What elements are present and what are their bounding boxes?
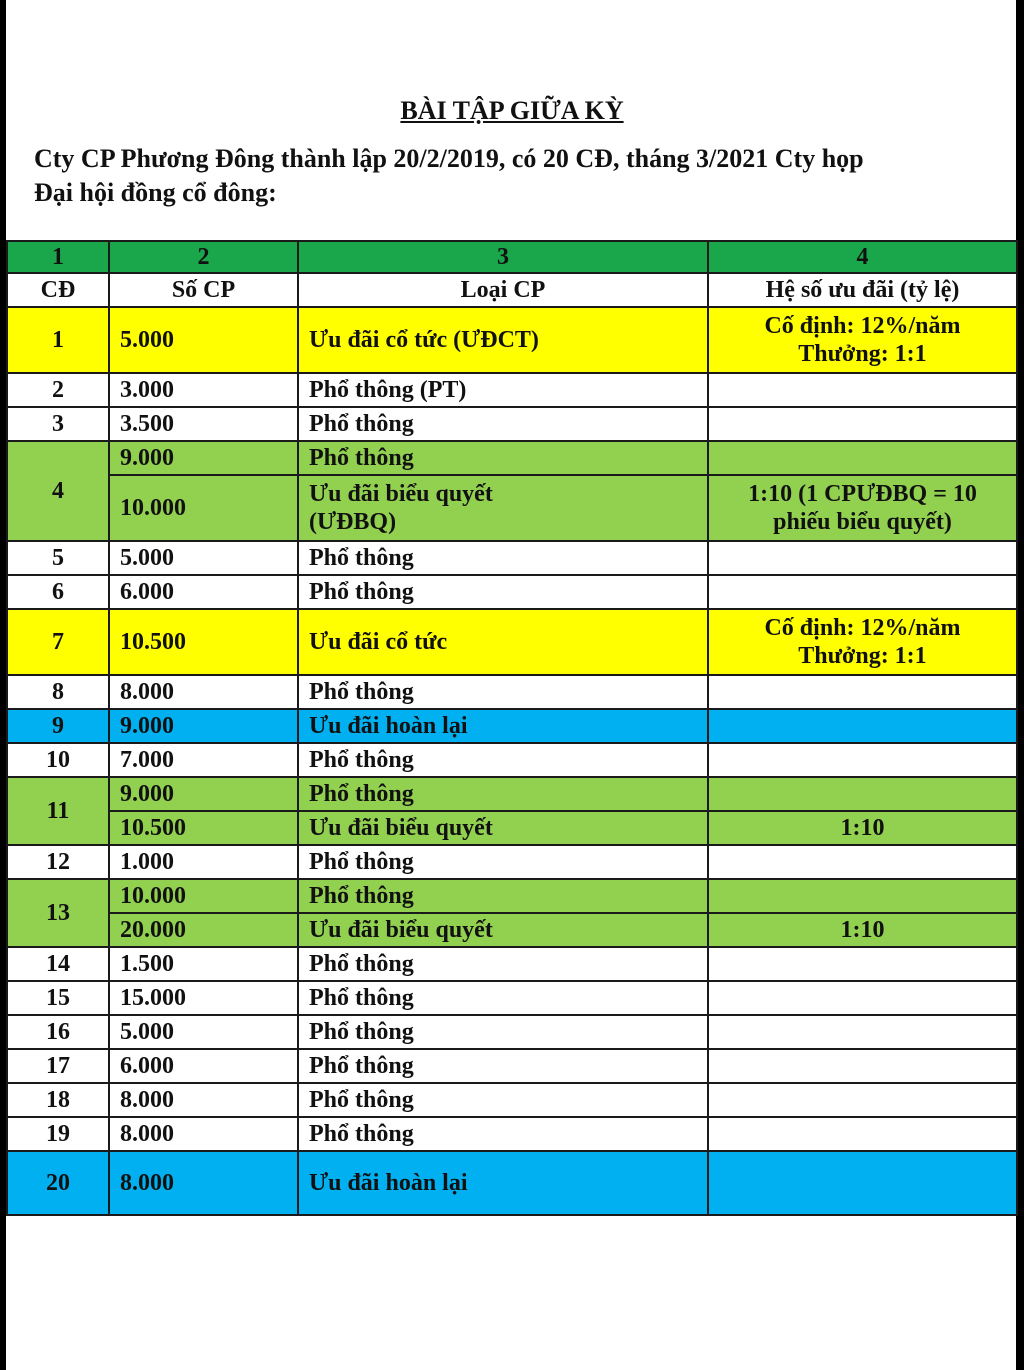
column-number: 1 <box>7 241 109 273</box>
column-number-row <box>7 241 1017 273</box>
share-count: 8.000 <box>109 675 298 709</box>
ratio-line: Thưởng: 1:1 <box>798 643 927 669</box>
shareholder-id: 20 <box>7 1151 109 1215</box>
share-type: Ưu đãi hoàn lại <box>298 1151 708 1215</box>
share-count: 7.000 <box>109 743 298 777</box>
share-type: Phổ thông <box>298 575 708 609</box>
share-type: Phổ thông <box>298 407 708 441</box>
share-count: 20.000 <box>109 913 298 947</box>
table-row <box>7 475 1017 541</box>
preference-ratio <box>708 1151 1017 1215</box>
shareholder-id: 12 <box>7 845 109 879</box>
preference-ratio <box>708 947 1017 981</box>
shareholder-id: 11 <box>7 777 109 845</box>
shareholder-id: 16 <box>7 1015 109 1049</box>
share-count: 9.000 <box>109 777 298 811</box>
share-count: 1.000 <box>109 845 298 879</box>
share-type: Phổ thông <box>298 441 708 475</box>
share-type: Ưu đãi biểu quyết <box>298 913 708 947</box>
share-type: Phổ thông <box>298 845 708 879</box>
share-count: 8.000 <box>109 1151 298 1215</box>
preference-ratio <box>708 845 1017 879</box>
table-row <box>7 1151 1017 1215</box>
table-row <box>7 575 1017 609</box>
ratio-line: Cố định: 12%/năm <box>764 313 961 339</box>
table-row <box>7 913 1017 947</box>
preference-ratio <box>708 441 1017 475</box>
share-count: 6.000 <box>109 1049 298 1083</box>
table-row <box>7 441 1017 475</box>
shareholder-id: 1 <box>7 307 109 373</box>
ratio-line: 1:10 (1 CPƯĐBQ = 10 <box>748 481 977 507</box>
share-count: 5.000 <box>109 1015 298 1049</box>
shareholder-id: 4 <box>7 441 109 541</box>
share-count: 9.000 <box>109 441 298 475</box>
share-count: 1.500 <box>109 947 298 981</box>
shareholder-id: 2 <box>7 373 109 407</box>
shareholder-id: 17 <box>7 1049 109 1083</box>
share-type: Phổ thông <box>298 1015 708 1049</box>
table-row <box>7 1015 1017 1049</box>
preference-ratio <box>708 1015 1017 1049</box>
ratio-line: Thưởng: 1:1 <box>798 341 927 367</box>
shareholder-id: 15 <box>7 981 109 1015</box>
preference-ratio <box>708 575 1017 609</box>
column-number: 2 <box>109 241 298 273</box>
shareholder-id: 10 <box>7 743 109 777</box>
share-type: Phổ thông <box>298 541 708 575</box>
table-row <box>7 709 1017 743</box>
table-row <box>7 675 1017 709</box>
share-count: 5.000 <box>109 541 298 575</box>
share-type-line: Ưu đãi biểu quyết <box>309 481 493 507</box>
header-preference-ratio: Hệ số ưu đãi (tỷ lệ) <box>708 273 1017 307</box>
share-count: 8.000 <box>109 1117 298 1151</box>
preference-ratio <box>708 981 1017 1015</box>
share-type: Phổ thông <box>298 1083 708 1117</box>
share-count: 15.000 <box>109 981 298 1015</box>
share-count: 5.000 <box>109 307 298 373</box>
shareholder-id: 5 <box>7 541 109 575</box>
intro-line-2: Đại hội đồng cổ đông: <box>34 178 277 207</box>
preference-ratio <box>708 373 1017 407</box>
preference-ratio <box>708 709 1017 743</box>
share-type: Phổ thông <box>298 743 708 777</box>
preference-ratio <box>708 743 1017 777</box>
shareholder-id: 18 <box>7 1083 109 1117</box>
header-share-type: Loại CP <box>298 273 708 307</box>
preference-ratio <box>708 1083 1017 1117</box>
ratio-line: Cố định: 12%/năm <box>764 615 961 641</box>
table-row <box>7 407 1017 441</box>
share-count: 9.000 <box>109 709 298 743</box>
shareholder-id: 3 <box>7 407 109 441</box>
share-count: 10.000 <box>109 879 298 913</box>
intro-paragraph <box>34 142 994 210</box>
preference-ratio <box>708 307 1017 373</box>
shareholder-id: 6 <box>7 575 109 609</box>
shareholder-id: 19 <box>7 1117 109 1151</box>
table-row <box>7 609 1017 675</box>
preference-ratio <box>708 879 1017 913</box>
table-row <box>7 307 1017 373</box>
header-shareholder: CĐ <box>7 273 109 307</box>
share-type: Ưu đãi biểu quyết <box>298 811 708 845</box>
share-type <box>298 475 708 541</box>
preference-ratio <box>708 407 1017 441</box>
share-type: Phổ thông <box>298 675 708 709</box>
table-row <box>7 947 1017 981</box>
share-type: Phổ thông <box>298 947 708 981</box>
share-count: 3.000 <box>109 373 298 407</box>
shareholder-id: 7 <box>7 609 109 675</box>
ratio-line: phiếu biểu quyết) <box>773 509 952 535</box>
table-row <box>7 777 1017 811</box>
table-row <box>7 981 1017 1015</box>
share-type: Ưu đãi cổ tức (ƯĐCT) <box>298 307 708 373</box>
preference-ratio: 1:10 <box>708 913 1017 947</box>
preference-ratio <box>708 777 1017 811</box>
share-count: 10.500 <box>109 609 298 675</box>
table-row <box>7 373 1017 407</box>
table-row <box>7 879 1017 913</box>
column-number: 4 <box>708 241 1017 273</box>
preference-ratio <box>708 675 1017 709</box>
share-type: Phổ thông <box>298 879 708 913</box>
shareholder-id: 14 <box>7 947 109 981</box>
preference-ratio <box>708 609 1017 675</box>
table-row <box>7 743 1017 777</box>
share-type: Phổ thông <box>298 981 708 1015</box>
table-row <box>7 541 1017 575</box>
page-title: BÀI TẬP GIỮA KỲ <box>400 96 624 125</box>
share-type: Phổ thông (PT) <box>298 373 708 407</box>
table-row <box>7 811 1017 845</box>
column-number: 3 <box>298 241 708 273</box>
share-type: Ưu đãi cổ tức <box>298 609 708 675</box>
share-type: Ưu đãi hoàn lại <box>298 709 708 743</box>
share-count: 10.500 <box>109 811 298 845</box>
preference-ratio: 1:10 <box>708 811 1017 845</box>
share-count: 8.000 <box>109 1083 298 1117</box>
preference-ratio <box>708 475 1017 541</box>
shareholder-id: 9 <box>7 709 109 743</box>
table-row <box>7 1049 1017 1083</box>
share-count: 6.000 <box>109 575 298 609</box>
preference-ratio <box>708 1049 1017 1083</box>
shareholder-id: 8 <box>7 675 109 709</box>
table-row <box>7 1117 1017 1151</box>
shareholder-id: 13 <box>7 879 109 947</box>
header-row <box>7 273 1017 307</box>
header-shares: Số CP <box>109 273 298 307</box>
share-count: 3.500 <box>109 407 298 441</box>
table-row <box>7 845 1017 879</box>
preference-ratio <box>708 541 1017 575</box>
share-type: Phổ thông <box>298 777 708 811</box>
share-count: 10.000 <box>109 475 298 541</box>
table-row <box>7 1083 1017 1117</box>
share-type: Phổ thông <box>298 1117 708 1151</box>
shareholder-table <box>6 240 1018 1216</box>
share-type: Phổ thông <box>298 1049 708 1083</box>
intro-line-1: Cty CP Phương Đông thành lập 20/2/2019, có 20 CĐ, tháng 3/2021 Cty họp <box>34 144 864 173</box>
share-type-line: (ƯĐBQ) <box>309 509 397 535</box>
preference-ratio <box>708 1117 1017 1151</box>
